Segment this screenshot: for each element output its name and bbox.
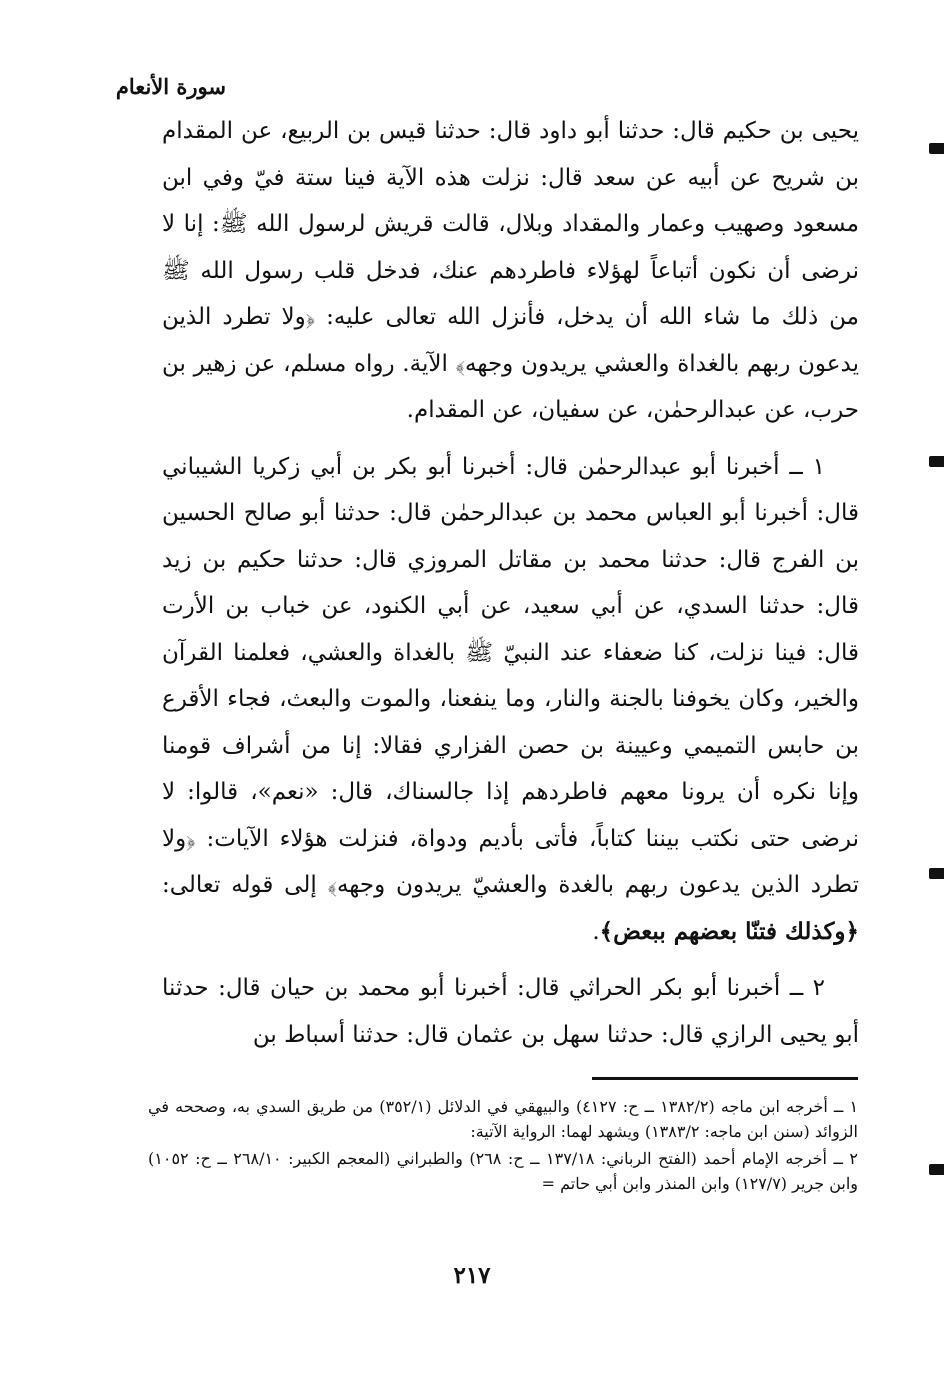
margin-mark (929, 456, 944, 467)
margin-mark (929, 868, 944, 879)
footnote-2: ٢ ــ أخرجه الإمام أحمد (الفتح الرباني: ١٣٧/١٨ ــ ح: ٢٦٨) والطبراني (المعجم الكبير: ٢٦٨/١٠ ــ ح: ١٠٥٢) وابن جرير (١٢٧/٧) وابن المنذر وابن أبي حاتم = (148, 1149, 858, 1193)
hadith-2-paragraph: ٢ ــ أخبرنا أبو بكر الحراثي قال: أخبرنا أبو محمد بن حيان قال: حدثنا أبو يحيى الرازي قال: حدثنا سهل بن عثمان قال: حدثنا أسباط بن (162, 975, 859, 1048)
hadith-1-quran-quote: ﴿وكذلك فتنّا بعضهم ببعض﴾ (599, 917, 859, 945)
hadith-1-text: ١ ــ أخبرنا أبو عبدالرحمٰن قال: أخبرنا أبو بكر بن أبي زكريا الشيباني قال: أخبرنا أبو العباس محمد بن عبدالرحمٰن قال: حدثنا أبو صالح الحسين بن الفرج قال: حدثنا محمد بن مقاتل المروزي قال: حدثنا حكيم بن زيد قال: حدثنا السدي، عن أبي سعيد، عن أبي الكنود، عن خباب بن الأرت قال: فينا نزلت، كنا ضعفاء عند النبيّ ﷺ بالغداة والعشي، فعلمنا القرآن والخير، وكان يخوفنا بالجنة والنار، وما ينفعنا، والموت والبعث، فجاء الأقرع بن حابس التميمي وعيينة بن حصن الفزاري فقالا: إنا من أشراف قومنا وإنا نكره أن يرونا معهم فاطردهم إذا جالسناك، قال: «نعم»، قالوا: لا نرضى حتى نكتب بيننا كتاباً، فأتى بأديم ودواة، فنزلت هؤلاء الآيات: ﴿ولا تطرد الذين يدعون ربهم بالغدة والعشيّ يريدون وجهه﴾ إلى قوله تعالى: (162, 453, 859, 898)
intro-paragraph: يحيى بن حكيم قال: حدثنا أبو داود قال: حدثنا قيس بن الربيع، عن المقدام بن شريح عن أبيه عن سعد قال: نزلت هذه الآية فينا ستة فيّ وفي ابن مسعود وصهيب وعمار والمقداد وبلال، قالت قريش لرسول الله ﷺ: إنا لا نرضى أن نكون أتباعاً لهؤلاء فاطردهم عنك، فدخل قلب رسول الله ﷺ من ذلك ما شاء الله أن يدخل، فأنزل الله تعالى عليه: ﴿ولا تطرد الذين يدعون ربهم بالغداة والعشي يريدون وجهه﴾ الآية. رواه مسلم، عن زهير بن حرب، عن عبدالرحمٰن، عن سفيان، عن المقدام. (162, 118, 859, 423)
running-header-surah-title: سورة الأنعام (115, 74, 226, 99)
margin-mark (929, 1164, 944, 1175)
hadith-1-end: . (592, 918, 600, 945)
footnote-1: ١ ــ أخرجه ابن ماجه (١٣٨٢/٢ ــ ح: ٤١٢٧) والبيهقي في الدلائل (٣٥٢/١) من طريق السدي به، وصححه في الزوائد (سنن ابن ماجه: ١٣٨٣/٢) ويشهد لهما: الرواية الآتية: (148, 1097, 859, 1141)
page-number: ٢١٧ (453, 1262, 491, 1289)
hadith-1-paragraph (162, 444, 859, 956)
footnote-separator (592, 1077, 858, 1080)
main-text (162, 108, 859, 1058)
footnotes (148, 1094, 858, 1198)
margin-mark (929, 143, 944, 154)
